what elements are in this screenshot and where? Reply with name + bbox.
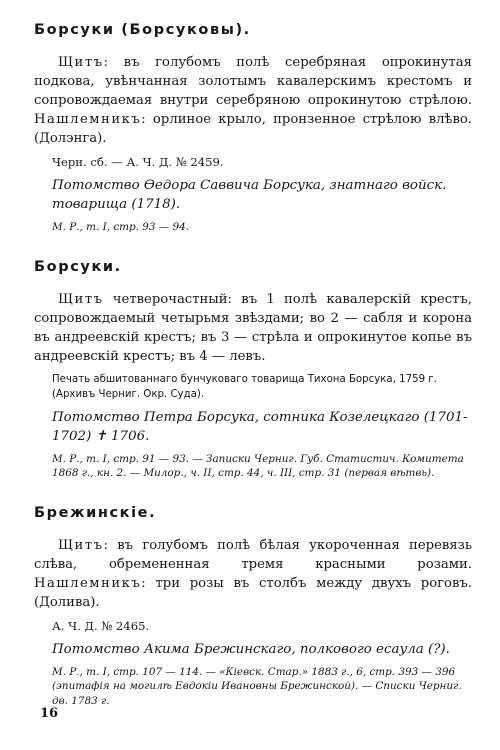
entry-heading: Брежинскіе. [34,504,157,521]
blazon-text: : въ голубомъ полѣ серебряная опрокинутая подкова, увѣнчанная золотымъ кавалерскимъ крестомъ и сопровождаемая внутри серебряною опрокинутою стрѣлою. [34,55,472,108]
blazon-keyword: Щитъ [58,55,104,70]
blazon-keyword: Щитъ [58,537,104,553]
entry-borsuki [34,259,472,481]
source-citation: Черн. сб. — А. Ч. Д. № 2459. [52,155,224,169]
entry-separator [34,481,472,505]
lineage-text: Потомство Ѳедора Саввича Борсука, знатнаго войск. товарища (1718). [52,178,447,212]
entry-brezhinskie [34,505,472,709]
blazon-text: : въ голубомъ полѣ бѣлая укороченная перевязь слѣва, обремененная тремя красными розами. [34,537,472,572]
reference-text: М. Р., т. I, стр. 93 — 94. [52,221,189,233]
blazon-paragraph [34,53,472,148]
seal-note: Печать абшитованнаго бунчуковаго товарища Тихона Борсука, 1759 г. (Архивъ Черниг. Окр. Суда). [52,373,437,400]
crest-keyword: Нашлемникъ [34,575,142,591]
crest-keyword: Нашлемникъ [34,112,142,127]
blazon-paragraph [34,536,472,612]
page-number: 16 [40,706,59,721]
crest-text: : орлиное крыло, пронзенное стрѣлою влѣво. (Долэнга). [34,112,472,146]
blazon-paragraph [34,290,472,366]
entry-borsuki-borsukovy [34,22,472,235]
reference-text: М. Р., т. I, стр. 91 — 93. — Записки Черниг. Губ. Статистич. Комитета 1868 г., кн. 2. — Милор., ч. II, стр. 44, ч. III, стр. 31 (первая вѣтвь). [52,452,464,479]
crest-text: : три розы въ столбъ между двухъ роговъ. (Долива). [34,575,472,610]
lineage-text: Потомство Акима Брежинскаго, полкового есаула (?). [52,641,450,657]
lineage-text: Потомство Петра Борсука, сотника Козелецкаго (1701-1702) ✝ 1706. [52,409,468,444]
reference-text: М. Р., т. I, стр. 107 — 114. — «Кіевск. Стар.» 1883 г., 6, стр. 393 — 396 (эпитафія на могилѣ Евдокіи Ивановны Брежинской). — Списки Черниг. дв. 1783 г. [52,665,462,707]
source-citation: А. Ч. Д. № 2465. [52,618,150,633]
blazon-text: четверочастный: въ 1 полѣ кавалерскій крестъ, сопровождаемый четырьмя звѣздами; во 2 — сабля и корона въ андреевскій крестъ; въ 3 — стрѣла и опрокинутое копье въ андреевскій крестъ; въ 4 — левъ. [34,291,472,364]
blazon-keyword: Щитъ [58,291,104,307]
entry-heading: Борсуки. [34,258,122,275]
entry-separator [34,235,472,259]
entry-heading: Борсуки (Борсуковы). [34,22,251,38]
